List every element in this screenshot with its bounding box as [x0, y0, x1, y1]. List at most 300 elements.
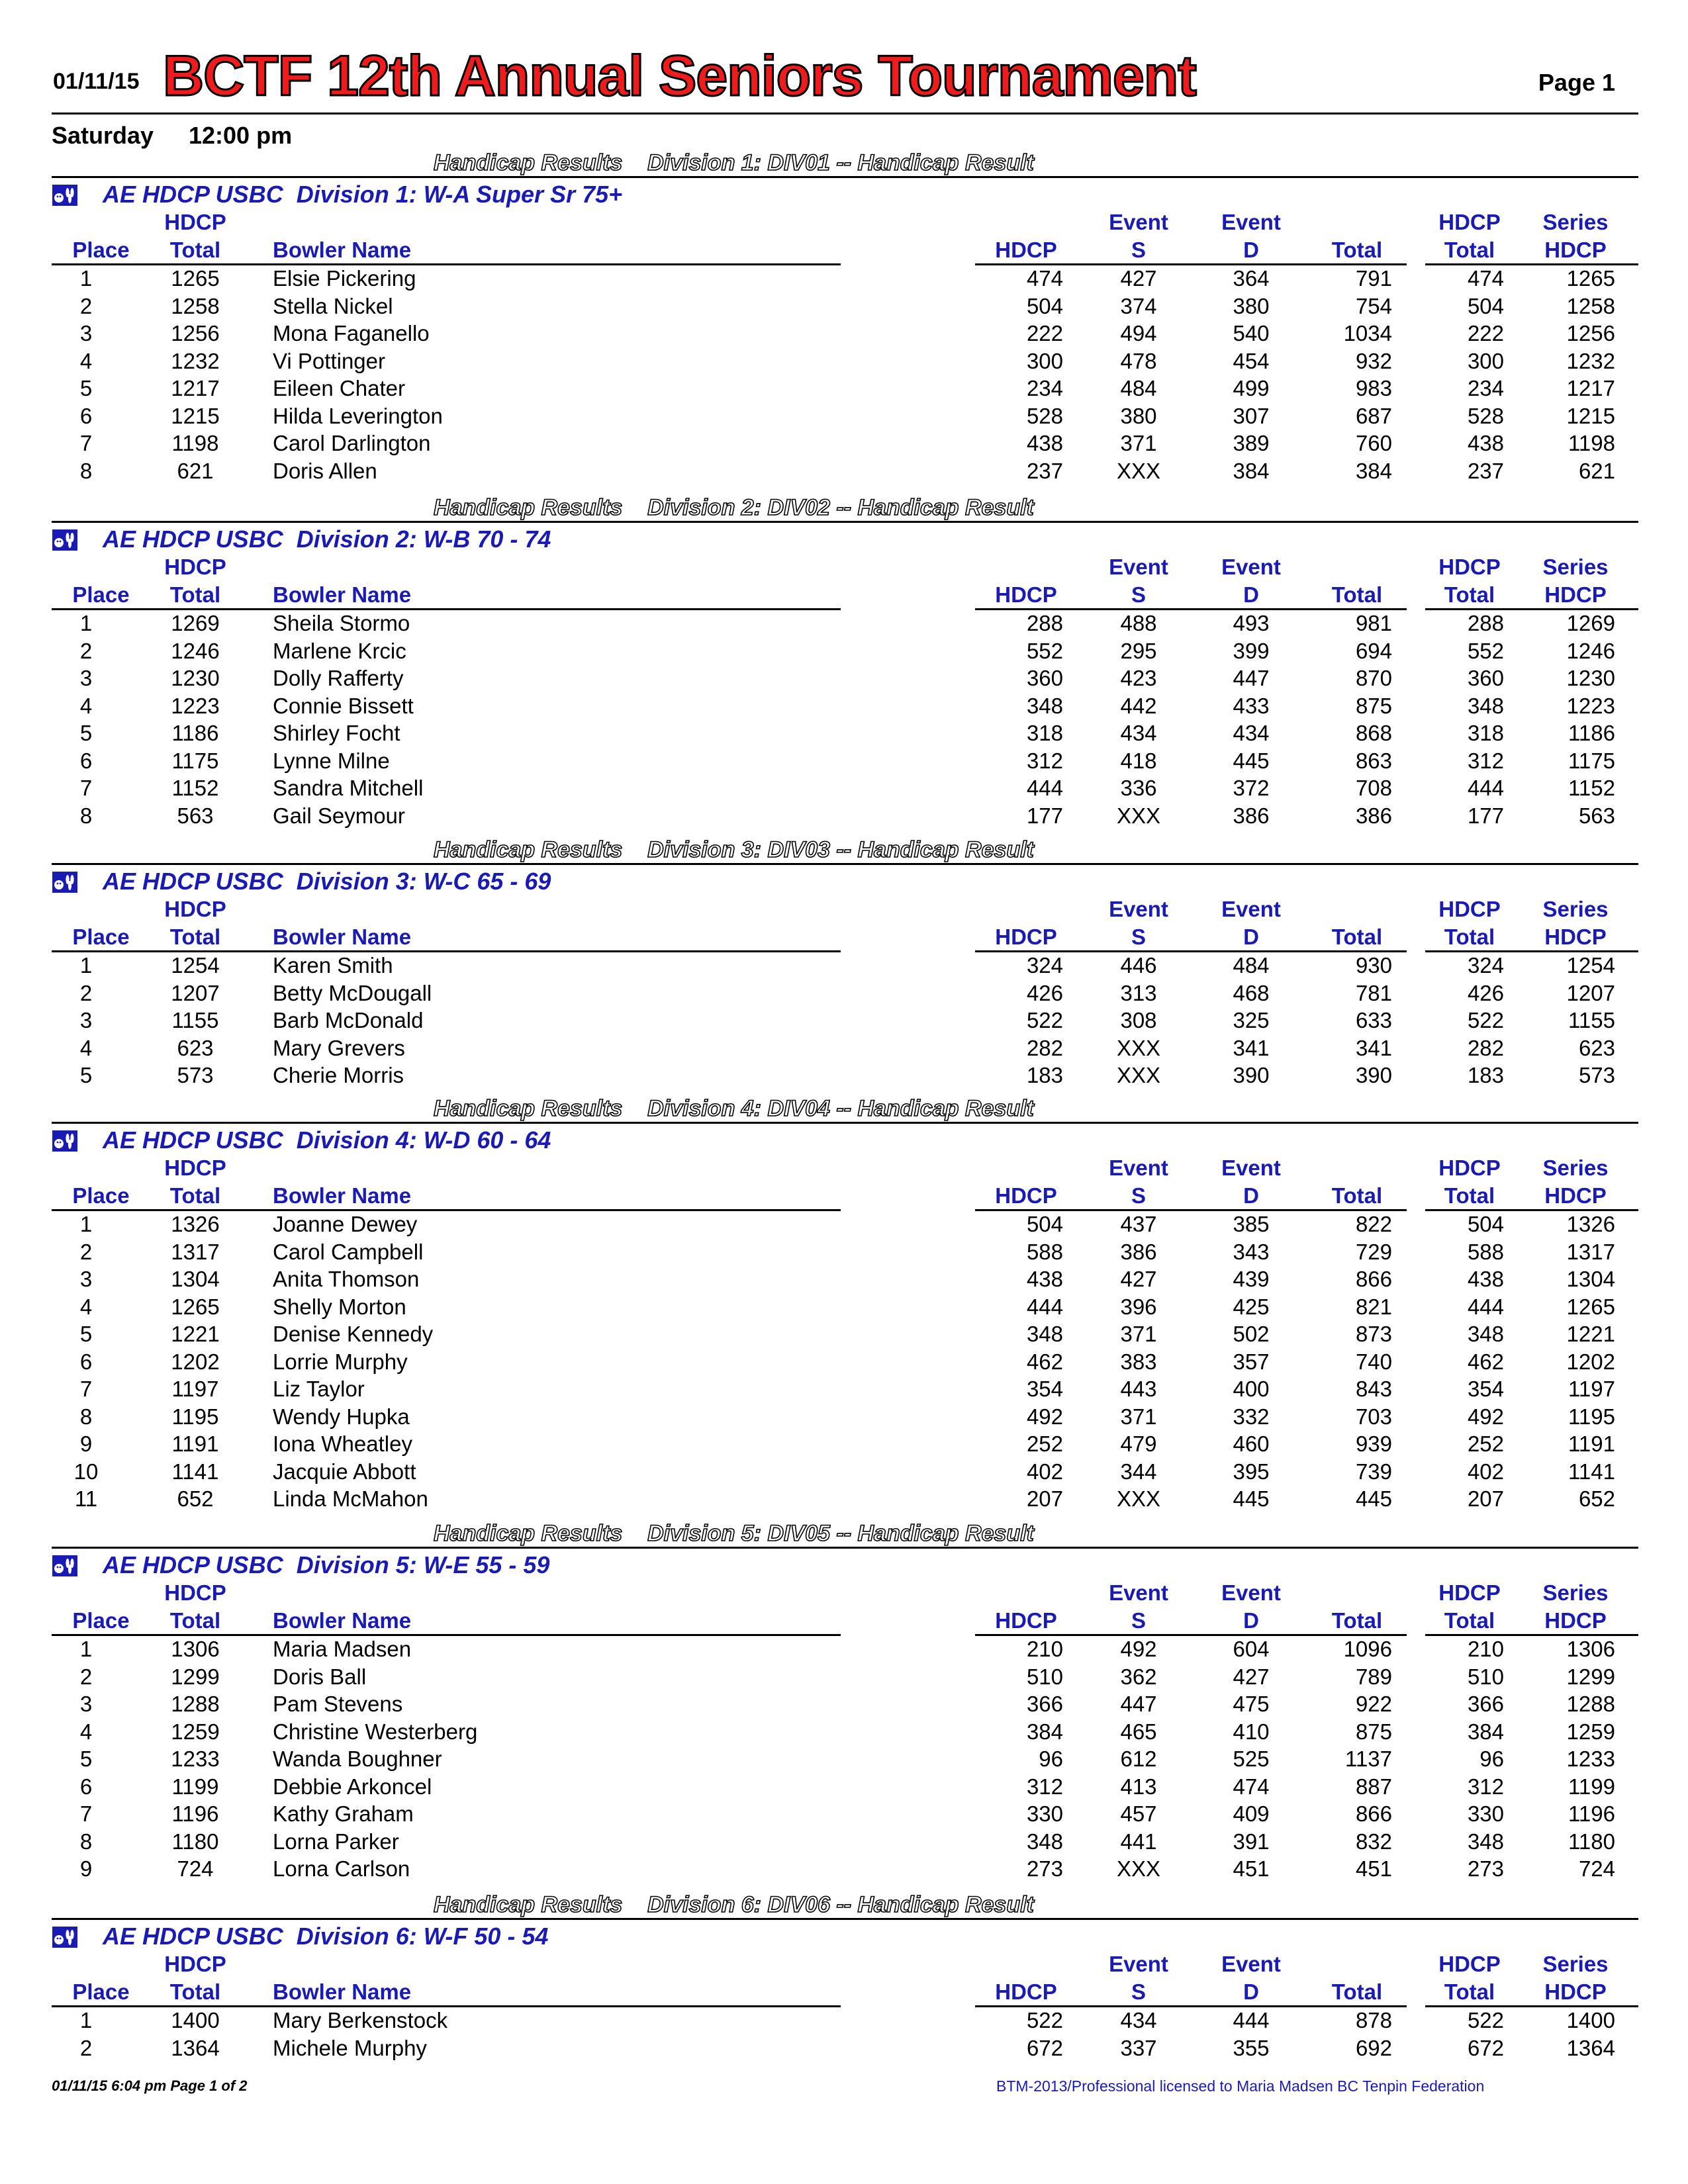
- cell-series-hdcp: 1221: [1566, 1322, 1615, 1346]
- cell-hdcp-total-2: 438: [1467, 431, 1504, 455]
- cell-hdcp-total-2: 312: [1467, 748, 1504, 773]
- cell-hdcp-total-2: 354: [1467, 1377, 1504, 1401]
- section-title: AE HDCP USBC Division 2: W-B 70 - 74: [103, 525, 551, 553]
- cell-series-hdcp: 1199: [1568, 1774, 1615, 1799]
- cell-hdcp-total-2: 444: [1467, 1294, 1504, 1319]
- cell-event-d: 380: [1233, 293, 1270, 318]
- cell-hdcp-total-2: 492: [1467, 1404, 1504, 1429]
- results-table: [0, 2007, 1688, 2062]
- table-row: [0, 1238, 1688, 1266]
- column-header-bowler-name: Bowler Name: [273, 238, 412, 262]
- cell-hdcp: 96: [1039, 1747, 1063, 1771]
- cell-event-s: XXX: [1116, 458, 1161, 483]
- column-header-place: Place: [72, 1183, 130, 1208]
- cell-place: 5: [79, 376, 93, 400]
- cell-bowler-name: Gail Seymour: [273, 803, 405, 828]
- column-header-series-hdcp-top: Series: [1542, 1580, 1609, 1605]
- cell-total: 822: [1355, 1212, 1392, 1236]
- cell-hdcp-total: 1232: [171, 348, 220, 373]
- cell-bowler-name: Stella Nickel: [273, 293, 393, 318]
- cell-event-s: 441: [1120, 1829, 1157, 1854]
- cell-hdcp-total-2: 588: [1467, 1239, 1504, 1264]
- cell-bowler-name: Pam Stevens: [273, 1692, 403, 1716]
- cell-event-d: 445: [1233, 748, 1270, 773]
- cell-hdcp-total: 1223: [171, 693, 220, 718]
- cell-total: 887: [1355, 1774, 1392, 1799]
- cell-hdcp-total: 1299: [171, 1664, 220, 1689]
- cell-bowler-name: Wendy Hupka: [273, 1404, 410, 1429]
- column-header-hdcp: HDCP: [995, 1979, 1057, 2004]
- cell-hdcp: 444: [1026, 1294, 1063, 1319]
- column-header-bowler-name: Bowler Name: [273, 925, 412, 949]
- section-banner: Handicap Results Division 3: DIV03 -- Handicap Result: [434, 837, 1034, 862]
- cell-event-s: XXX: [1116, 1063, 1161, 1087]
- column-header-event-d: D: [1243, 1979, 1259, 2004]
- cell-total: 875: [1355, 1719, 1392, 1744]
- cell-event-d: 355: [1233, 2035, 1270, 2060]
- column-header-series-hdcp: HDCP: [1544, 1608, 1607, 1633]
- cell-event-d: 451: [1233, 1856, 1270, 1881]
- cell-series-hdcp: 1180: [1568, 1829, 1615, 1854]
- cell-bowler-name: Iona Wheatley: [273, 1432, 412, 1456]
- cell-hdcp-total-2: 366: [1467, 1692, 1504, 1716]
- column-header-place: Place: [72, 925, 130, 949]
- cell-total: 781: [1355, 980, 1392, 1005]
- cell-hdcp-total: 1233: [171, 1747, 220, 1771]
- table-row: [0, 1635, 1688, 1663]
- cell-event-d: 540: [1233, 321, 1270, 345]
- cell-event-d: 357: [1233, 1349, 1270, 1374]
- cell-place: 5: [79, 1063, 93, 1087]
- column-header-hdcp-total-top: HDCP: [164, 555, 226, 579]
- column-header-hdcp-total-2: Total: [1444, 1183, 1495, 1208]
- cell-hdcp-total: 1155: [171, 1008, 219, 1032]
- column-header-total: Total: [1331, 582, 1383, 607]
- cell-series-hdcp: 1202: [1566, 1349, 1615, 1374]
- cell-bowler-name: Lorna Parker: [273, 1829, 399, 1854]
- column-header-event-s: S: [1131, 1979, 1146, 2004]
- cell-series-hdcp: 1304: [1566, 1267, 1615, 1291]
- cell-place: 9: [79, 1432, 93, 1456]
- cell-event-s: 612: [1120, 1747, 1157, 1771]
- column-header-hdcp-total-2-top: HDCP: [1438, 555, 1501, 579]
- table-row: [0, 457, 1688, 485]
- cell-event-s: 371: [1120, 1404, 1157, 1429]
- section-rule: [52, 176, 1638, 178]
- table-row: [0, 293, 1688, 320]
- cell-hdcp-total-2: 426: [1467, 980, 1504, 1005]
- table-row: [0, 1690, 1688, 1718]
- cell-event-s: 371: [1120, 431, 1157, 455]
- cell-total: 1034: [1343, 321, 1392, 345]
- cell-total: 633: [1355, 1008, 1392, 1032]
- cell-bowler-name: Connie Bissett: [273, 693, 414, 718]
- cell-event-d: 391: [1233, 1829, 1270, 1854]
- cell-series-hdcp: 1198: [1568, 431, 1615, 455]
- column-header-hdcp-total-2-top: HDCP: [1438, 1580, 1501, 1605]
- cell-series-hdcp: 563: [1578, 803, 1615, 828]
- cell-series-hdcp: 1223: [1566, 693, 1615, 718]
- cell-total: 791: [1355, 266, 1392, 291]
- cell-hdcp: 210: [1026, 1637, 1063, 1661]
- cell-hdcp-total: 1256: [171, 321, 220, 345]
- cell-hdcp-total: 1265: [171, 266, 220, 291]
- cell-event-s: 413: [1120, 1774, 1157, 1799]
- cell-bowler-name: Anita Thomson: [273, 1267, 420, 1291]
- cell-event-s: 427: [1120, 1267, 1157, 1291]
- cell-event-d: 439: [1233, 1267, 1270, 1291]
- column-header-series-hdcp-top: Series: [1542, 555, 1609, 579]
- column-header-hdcp-total-2: Total: [1444, 1979, 1495, 2004]
- cell-hdcp: 672: [1026, 2035, 1063, 2060]
- cell-place: 3: [79, 666, 93, 690]
- cell-place: 6: [79, 748, 93, 773]
- cell-hdcp-total: 1180: [171, 1829, 219, 1854]
- column-header-event-d-top: Event: [1221, 1156, 1281, 1180]
- section-title: AE HDCP USBC Division 1: W-A Super Sr 75+: [103, 181, 623, 208]
- cell-bowler-name: Karen Smith: [273, 953, 393, 978]
- cell-hdcp-total: 621: [177, 458, 214, 483]
- table-row: [0, 430, 1688, 457]
- division-section: [0, 1095, 1688, 1513]
- cell-hdcp-total: 1197: [171, 1377, 219, 1401]
- cell-total: 708: [1355, 776, 1392, 800]
- cell-event-d: 390: [1233, 1063, 1270, 1087]
- cell-bowler-name: Liz Taylor: [273, 1377, 365, 1401]
- cell-event-s: 374: [1120, 293, 1157, 318]
- cell-hdcp-total: 1198: [171, 431, 219, 455]
- table-row: [0, 774, 1688, 802]
- cell-series-hdcp: 1326: [1566, 1212, 1615, 1236]
- cell-hdcp: 438: [1026, 1267, 1063, 1291]
- cell-series-hdcp: 1269: [1566, 611, 1615, 635]
- section-rule: [52, 1547, 1638, 1549]
- cell-hdcp-total-2: 384: [1467, 1719, 1504, 1744]
- report-date: 01/11/15: [53, 69, 140, 94]
- table-row: [0, 1773, 1688, 1801]
- division-section: [0, 1891, 1688, 2062]
- cell-event-d: 434: [1233, 721, 1270, 745]
- table-row: [0, 1718, 1688, 1746]
- cell-hdcp-total: 1258: [171, 293, 220, 318]
- cell-event-d: 385: [1233, 1212, 1270, 1236]
- cell-event-d: 343: [1233, 1239, 1270, 1264]
- cell-hdcp-total-2: 210: [1467, 1637, 1504, 1661]
- column-header-hdcp-total-2: Total: [1444, 238, 1495, 262]
- cell-total: 868: [1355, 721, 1392, 745]
- cell-hdcp-total-2: 330: [1467, 1801, 1504, 1826]
- page-number: Page 1: [1538, 69, 1615, 96]
- cell-hdcp-total: 1265: [171, 1294, 220, 1319]
- column-header-event-d: D: [1243, 1183, 1259, 1208]
- column-header-series-hdcp-top: Series: [1542, 1952, 1609, 1976]
- column-header-total: Total: [1331, 238, 1383, 262]
- cell-hdcp: 348: [1026, 1829, 1063, 1854]
- table-row: [0, 2034, 1688, 2062]
- cell-place: 2: [79, 638, 93, 663]
- cell-bowler-name: Shelly Morton: [273, 1294, 406, 1319]
- cell-place: 2: [79, 1664, 93, 1689]
- cell-event-d: 399: [1233, 638, 1270, 663]
- cell-hdcp: 492: [1026, 1404, 1063, 1429]
- table-row: [0, 1210, 1688, 1238]
- column-header-hdcp-total-top: HDCP: [164, 1156, 226, 1180]
- cell-series-hdcp: 1317: [1566, 1239, 1615, 1264]
- cell-place: 1: [79, 953, 93, 978]
- cell-place: 1: [79, 611, 93, 635]
- cell-series-hdcp: 1230: [1566, 666, 1615, 690]
- cell-place: 7: [79, 776, 93, 800]
- cell-total: 866: [1355, 1267, 1392, 1291]
- cell-event-s: 383: [1120, 1349, 1157, 1374]
- cell-hdcp-total-2: 324: [1467, 953, 1504, 978]
- cell-bowler-name: Barb McDonald: [273, 1008, 424, 1032]
- cell-event-s: 434: [1120, 721, 1157, 745]
- column-header-bowler-name: Bowler Name: [273, 1979, 412, 2004]
- table-row: [0, 802, 1688, 830]
- cell-bowler-name: Sandra Mitchell: [273, 776, 424, 800]
- cell-bowler-name: Elsie Pickering: [273, 266, 416, 291]
- column-header-event-d: D: [1243, 1608, 1259, 1633]
- cell-total: 754: [1355, 293, 1392, 318]
- report-day: Saturday: [52, 122, 154, 149]
- cell-series-hdcp: 1141: [1568, 1459, 1615, 1484]
- column-header-series-hdcp: HDCP: [1544, 1979, 1607, 2004]
- cell-event-s: 484: [1120, 376, 1157, 400]
- cell-event-s: 386: [1120, 1239, 1157, 1264]
- cell-hdcp-total: 1306: [171, 1637, 220, 1661]
- cell-series-hdcp: 1299: [1566, 1664, 1615, 1689]
- cell-bowler-name: Linda McMahon: [273, 1486, 428, 1511]
- cell-place: 8: [79, 1829, 93, 1854]
- cell-series-hdcp: 1215: [1566, 403, 1615, 428]
- cell-total: 873: [1355, 1322, 1392, 1346]
- cell-hdcp-total-2: 252: [1467, 1432, 1504, 1456]
- column-header-event-s-top: Event: [1109, 1952, 1168, 1976]
- results-table: [0, 265, 1688, 484]
- cell-series-hdcp: 1207: [1566, 980, 1615, 1005]
- cell-hdcp-total: 1221: [171, 1322, 220, 1346]
- table-row: [0, 1348, 1688, 1376]
- cell-place: 4: [79, 693, 93, 718]
- division-section: [0, 494, 1688, 829]
- column-header-series-hdcp-top: Series: [1542, 897, 1609, 921]
- cell-hdcp-total-2: 96: [1479, 1747, 1504, 1771]
- section-title: AE HDCP USBC Division 5: W-E 55 - 59: [103, 1551, 550, 1578]
- cell-series-hdcp: 1152: [1568, 776, 1615, 800]
- cell-event-d: 445: [1233, 1486, 1270, 1511]
- cell-series-hdcp: 1186: [1568, 721, 1615, 745]
- cell-total: 930: [1355, 953, 1392, 978]
- cell-hdcp: 324: [1026, 953, 1063, 978]
- cell-bowler-name: Dolly Rafferty: [273, 666, 404, 690]
- cell-series-hdcp: 1400: [1566, 2008, 1615, 2032]
- cell-event-d: 502: [1233, 1322, 1270, 1346]
- cell-hdcp-total: 1304: [171, 1267, 220, 1291]
- table-row: [0, 1745, 1688, 1773]
- cell-total: 451: [1355, 1856, 1392, 1881]
- column-header-hdcp-total-2: Total: [1444, 1608, 1495, 1633]
- cell-event-s: 337: [1120, 2035, 1157, 2060]
- cell-place: 5: [79, 721, 93, 745]
- cell-bowler-name: Denise Kennedy: [273, 1322, 434, 1346]
- table-row: [0, 402, 1688, 430]
- cell-hdcp-total-2: 318: [1467, 721, 1504, 745]
- cell-total: 875: [1355, 693, 1392, 718]
- cell-hdcp-total: 1364: [171, 2035, 220, 2060]
- cell-hdcp-total: 1246: [171, 638, 220, 663]
- cell-place: 2: [79, 293, 93, 318]
- cell-hdcp-total: 563: [177, 803, 214, 828]
- table-row: [0, 347, 1688, 375]
- cell-event-d: 475: [1233, 1692, 1270, 1716]
- cell-place: 1: [79, 1637, 93, 1661]
- cell-bowler-name: Doris Ball: [273, 1664, 367, 1689]
- cell-bowler-name: Lorrie Murphy: [273, 1349, 408, 1374]
- cell-bowler-name: Vi Pottinger: [273, 348, 385, 373]
- cell-hdcp: 402: [1026, 1459, 1063, 1484]
- cell-hdcp: 522: [1026, 1008, 1063, 1032]
- cell-event-s: 494: [1120, 321, 1157, 345]
- column-header-event-s-top: Event: [1109, 1156, 1168, 1180]
- cell-hdcp: 318: [1026, 721, 1063, 745]
- column-header-total: Total: [1331, 1608, 1383, 1633]
- column-header-place: Place: [72, 582, 130, 607]
- table-row: [0, 1265, 1688, 1293]
- cell-total: 939: [1355, 1432, 1392, 1456]
- cell-event-s: 488: [1120, 611, 1157, 635]
- cell-hdcp-total-2: 462: [1467, 1349, 1504, 1374]
- cell-event-s: 295: [1120, 638, 1157, 663]
- cell-hdcp-total: 652: [177, 1486, 214, 1511]
- table-row: [0, 979, 1688, 1007]
- column-header-place: Place: [72, 238, 130, 262]
- cell-bowler-name: Carol Campbell: [273, 1239, 424, 1264]
- cell-event-d: 525: [1233, 1747, 1270, 1771]
- cell-event-d: 474: [1233, 1774, 1270, 1799]
- cell-hdcp-total: 1152: [171, 776, 219, 800]
- cell-event-s: 443: [1120, 1377, 1157, 1401]
- table-row: [0, 1855, 1688, 1883]
- cell-bowler-name: Michele Murphy: [273, 2035, 427, 2060]
- cell-hdcp: 183: [1026, 1063, 1063, 1087]
- cell-bowler-name: Eileen Chater: [273, 376, 405, 400]
- column-header-event-s: S: [1131, 1608, 1146, 1633]
- cell-event-s: XXX: [1116, 1035, 1161, 1060]
- table-row: [0, 1663, 1688, 1691]
- cell-place: 4: [79, 1719, 93, 1744]
- cell-bowler-name: Christine Westerberg: [273, 1719, 478, 1744]
- cell-hdcp: 462: [1026, 1349, 1063, 1374]
- cell-event-d: 460: [1233, 1432, 1270, 1456]
- table-row: [0, 610, 1688, 637]
- cell-total: 981: [1355, 611, 1392, 635]
- cell-hdcp-total-2: 282: [1467, 1035, 1504, 1060]
- cell-hdcp-total: 1326: [171, 1212, 220, 1236]
- cell-hdcp: 237: [1026, 458, 1063, 483]
- results-table: [0, 952, 1688, 1089]
- cell-hdcp: 348: [1026, 1322, 1063, 1346]
- column-header-event-d: D: [1243, 925, 1259, 949]
- cell-total: 740: [1355, 1349, 1392, 1374]
- bowling-pins-icon: [52, 529, 78, 551]
- cell-place: 2: [79, 2035, 93, 2060]
- cell-series-hdcp: 1306: [1566, 1637, 1615, 1661]
- column-header-hdcp-total-2: Total: [1444, 582, 1495, 607]
- table-row: [0, 1828, 1688, 1856]
- cell-place: 11: [74, 1486, 98, 1511]
- table-row: [0, 1458, 1688, 1486]
- cell-event-d: 447: [1233, 666, 1270, 690]
- cell-series-hdcp: 652: [1578, 1486, 1615, 1511]
- cell-total: 1137: [1345, 1747, 1392, 1771]
- section-banner: Handicap Results Division 6: DIV06 -- Handicap Result: [434, 1892, 1034, 1917]
- table-row: [0, 265, 1688, 293]
- cell-event-s: 380: [1120, 403, 1157, 428]
- results-table: [0, 1635, 1688, 1883]
- section-banner: Handicap Results Division 5: DIV05 -- Handicap Result: [434, 1521, 1034, 1546]
- cell-hdcp-total: 1207: [171, 980, 220, 1005]
- cell-hdcp-total-2: 528: [1467, 403, 1504, 428]
- cell-place: 4: [79, 1294, 93, 1319]
- cell-series-hdcp: 1195: [1568, 1404, 1615, 1429]
- cell-place: 7: [79, 1377, 93, 1401]
- cell-event-d: 604: [1233, 1637, 1270, 1661]
- bowling-pins-icon: [52, 184, 78, 206]
- cell-event-s: 492: [1120, 1637, 1157, 1661]
- cell-hdcp-total-2: 234: [1467, 376, 1504, 400]
- cell-hdcp-total-2: 552: [1467, 638, 1504, 663]
- column-header-event-s-top: Event: [1109, 555, 1168, 579]
- cell-event-s: 313: [1120, 980, 1157, 1005]
- cell-total: 687: [1355, 403, 1392, 428]
- cell-event-s: 442: [1120, 693, 1157, 718]
- cell-total: 386: [1355, 803, 1392, 828]
- cell-hdcp: 426: [1026, 980, 1063, 1005]
- table-row: [0, 1485, 1688, 1513]
- cell-hdcp-total-2: 273: [1467, 1856, 1504, 1881]
- table-row: [0, 719, 1688, 747]
- cell-place: 4: [79, 348, 93, 373]
- cell-hdcp-total-2: 207: [1467, 1486, 1504, 1511]
- cell-hdcp: 252: [1026, 1432, 1063, 1456]
- column-header-bowler-name: Bowler Name: [273, 582, 412, 607]
- footer-timestamp: 01/11/15 6:04 pm Page 1 of 2: [52, 2077, 248, 2094]
- cell-hdcp-total: 1141: [171, 1459, 219, 1484]
- cell-hdcp-total: 1259: [171, 1719, 220, 1744]
- cell-hdcp-total-2: 504: [1467, 1212, 1504, 1236]
- cell-series-hdcp: 1265: [1566, 1294, 1615, 1319]
- cell-hdcp: 438: [1026, 431, 1063, 455]
- bowling-pins-icon: [52, 1130, 78, 1152]
- cell-place: 3: [79, 321, 93, 345]
- cell-series-hdcp: 1256: [1566, 321, 1615, 345]
- cell-bowler-name: Sheila Stormo: [273, 611, 410, 635]
- column-header-hdcp: HDCP: [995, 925, 1057, 949]
- cell-event-d: 493: [1233, 611, 1270, 635]
- cell-series-hdcp: 623: [1578, 1035, 1615, 1060]
- section-rule: [52, 863, 1638, 865]
- cell-event-s: 344: [1120, 1459, 1157, 1484]
- cell-place: 1: [79, 2008, 93, 2032]
- cell-place: 3: [79, 1692, 93, 1716]
- cell-hdcp: 444: [1026, 776, 1063, 800]
- section-title: AE HDCP USBC Division 6: W-F 50 - 54: [103, 1923, 549, 1950]
- cell-place: 6: [79, 403, 93, 428]
- cell-bowler-name: Marlene Krcic: [273, 638, 406, 663]
- cell-hdcp-total-2: 348: [1467, 1829, 1504, 1854]
- cell-series-hdcp: 1246: [1566, 638, 1615, 663]
